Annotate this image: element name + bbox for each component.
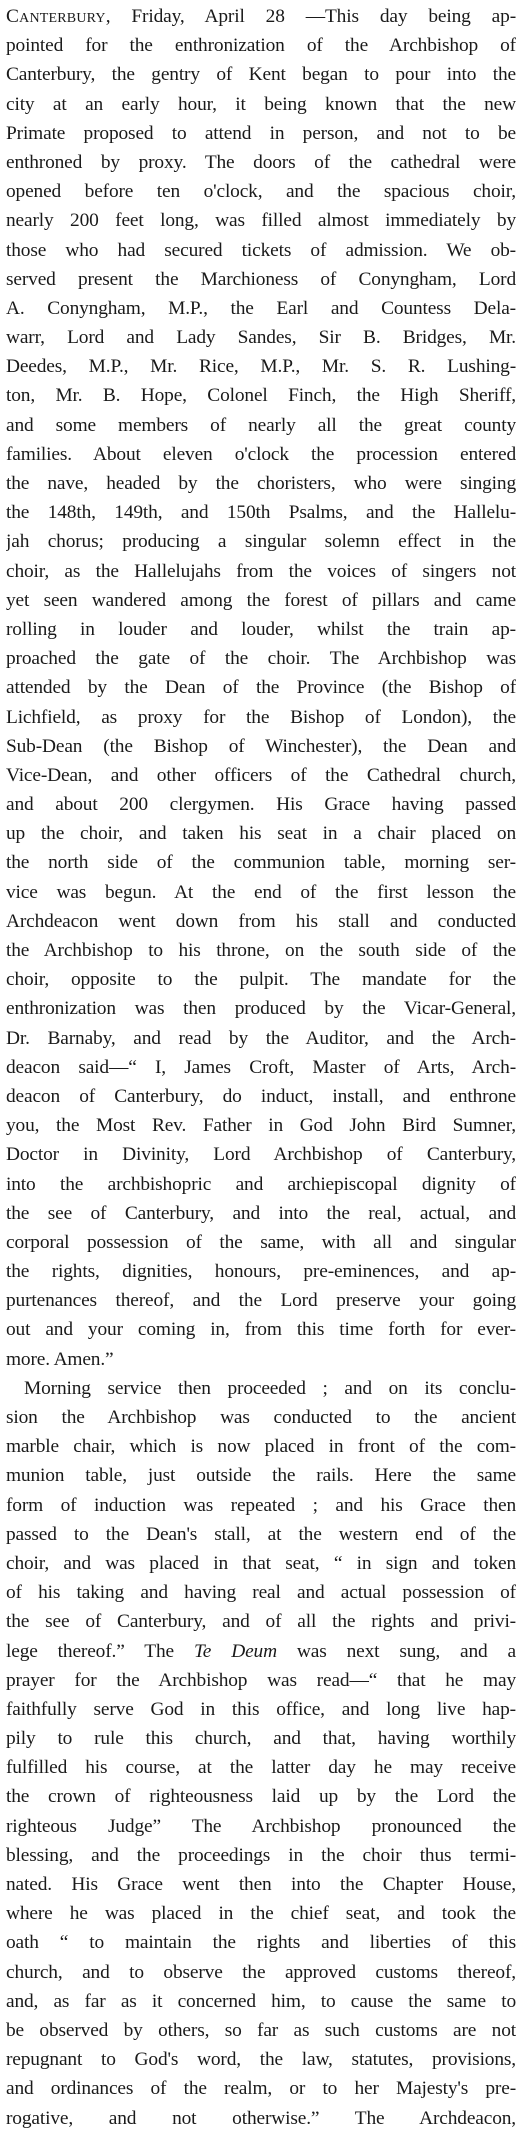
text-line: enthroned by proxy. The doors of the cathedral were bbox=[6, 151, 516, 173]
italic-title: Te Deum bbox=[193, 1640, 277, 1662]
text-line: the north side of the communion table, morning ser- bbox=[6, 852, 516, 874]
text-line: Deedes, M.P., Mr. Rice, M.P., Mr. S. R. Lushing- bbox=[6, 356, 516, 378]
text-line: jah chorus; producing a singular solemn effect in the bbox=[6, 531, 516, 553]
text-line: attended by the Dean of the Province (the Bishop of bbox=[6, 677, 516, 699]
text-line: the see of Canterbury, and into the real, actual, and bbox=[6, 1202, 516, 1224]
text-line: the crown of righteousness laid up by the Lord the bbox=[6, 1786, 516, 1808]
text-line: out and your coming in, from this time forth for ever- bbox=[6, 1319, 516, 1341]
text-line: rolling in louder and louder, whilst the train ap- bbox=[6, 618, 516, 640]
text-line: vice was begun. At the end of the first lesson the bbox=[6, 881, 516, 903]
text-line: blessing, and the proceedings in the choir thus termi- bbox=[6, 1844, 516, 1866]
text-line: into the archbishopric and archiepiscopal dignity of bbox=[6, 1173, 516, 1195]
text-line: Morning service then proceeded ; and on its conclu- bbox=[24, 1377, 516, 1399]
text-line: choir, as the Hallelujahs from the voices of singers not bbox=[6, 560, 516, 582]
text-line: ton, Mr. B. Hope, Colonel Finch, the High Sheriff, bbox=[6, 385, 516, 407]
text-line: fulfilled his course, at the latter day he may receive bbox=[6, 1757, 516, 1779]
text-line: up the choir, and taken his seat in a chair placed on bbox=[6, 823, 516, 845]
text-line: church, and to observe the approved customs thereof, bbox=[6, 1961, 516, 1983]
text-line: repugnant to God's word, the law, statutes, provisions, bbox=[6, 2049, 516, 2071]
text-line: the see of Canterbury, and of all the rights and privi- bbox=[6, 1611, 516, 1633]
text-line: families. About eleven o'clock the procession entered bbox=[6, 443, 516, 465]
text-line: deacon said—“ I, James Croft, Master of Arts, Arch- bbox=[6, 1056, 516, 1078]
text-line: served present the Marchioness of Conyngham, Lord bbox=[6, 268, 516, 290]
text-line: where he was placed in the chief seat, and took the bbox=[6, 1903, 516, 1925]
text-line: munion table, just outside the rails. Here the same bbox=[6, 1465, 516, 1487]
text-line: the 148th, 149th, and 150th Psalms, and the Hallelu- bbox=[6, 502, 516, 524]
text-line: purtenances thereof, and the Lord preserve your going bbox=[6, 1290, 516, 1312]
text-line: opened before ten o'clock, and the spacious choir, bbox=[6, 181, 516, 203]
text-line: faithfully serve God in this office, and long live hap- bbox=[6, 1698, 516, 1720]
text-line: those who had secured tickets of admission. We ob- bbox=[6, 239, 516, 261]
text-line: lege thereof.” The Te Deum was next sung, and a bbox=[6, 1640, 516, 1662]
text-line: pily to rule this church, and that, having worthily bbox=[6, 1728, 516, 1750]
text-line: deacon of Canterbury, do induct, install, and enthrone bbox=[6, 1085, 516, 1107]
text-line: choir, opposite to the pulpit. The mandate for the bbox=[6, 969, 516, 991]
text-line: rogative, and not otherwise.” The Archdeacon, bbox=[6, 2107, 516, 2129]
dateline-place: Canterbury bbox=[6, 6, 106, 27]
text-line: and some members of nearly all the great county bbox=[6, 414, 516, 436]
text-line: yet seen wandered among the forest of pillars and came bbox=[6, 589, 516, 611]
text-line: nearly 200 feet long, was filled almost immediately by bbox=[6, 210, 516, 232]
text-line: of his taking and having real and actual possession of bbox=[6, 1582, 516, 1604]
text-line: sion the Archbishop was conducted to the ancient bbox=[6, 1407, 516, 1428]
text-line: Dr. Barnaby, and read by the Auditor, and the Arch- bbox=[6, 1027, 516, 1049]
text-line: oath “ to maintain the rights and liberties of this bbox=[6, 1932, 516, 1954]
text-line: more. Amen.” bbox=[6, 1348, 114, 1370]
text-line: and about 200 clergymen. His Grace having passed bbox=[6, 794, 516, 816]
text-line: the rights, dignities, honours, pre-eminences, and ap- bbox=[6, 1261, 516, 1283]
text-line: enthronization was then produced by the Vicar-General, bbox=[6, 998, 516, 1020]
text-line: and, as far as it concerned him, to cause the same to bbox=[6, 1990, 516, 2012]
text-line: nated. His Grace went then into the Chapter House, bbox=[6, 1874, 516, 1895]
text-line: the Archbishop to his throne, on the south side of the bbox=[6, 940, 516, 961]
text-line: pointed for the enthronization of the Archbishop of bbox=[6, 35, 516, 57]
text-line: Lichfield, as proxy for the Bishop of London), the bbox=[6, 706, 516, 728]
text-line: form of induction was repeated ; and his Grace then bbox=[6, 1494, 516, 1516]
text-line: choir, and was placed in that seat, “ in sign and token bbox=[6, 1552, 516, 1574]
text-line: passed to the Dean's stall, at the western end of the bbox=[6, 1523, 516, 1545]
text-line: and ordinances of the realm, or to her Majesty's pre- bbox=[6, 2078, 516, 2100]
text-line: city at an early hour, it being known that the new bbox=[6, 93, 516, 115]
newspaper-column bbox=[6, 2, 516, 2133]
article-paragraph-1 bbox=[6, 2, 516, 1374]
text-line: prayer for the Archbishop was read—“ that he may bbox=[6, 1669, 516, 1691]
text-line: Archdeacon went down from his stall and conducted bbox=[6, 910, 516, 932]
text-line: Canterbury, Friday, April 28 —This day being ap- bbox=[6, 6, 516, 27]
text-line: Doctor in Divinity, Lord Archbishop of Canterbury, bbox=[6, 1144, 516, 1166]
text-line: marble chair, which is now placed in front of the com- bbox=[6, 1436, 516, 1458]
text-line: you, the Most Rev. Father in God John Bird Sumner, bbox=[6, 1115, 516, 1137]
text-line: Sub-Dean (the Bishop of Winchester), the Dean and bbox=[6, 735, 516, 757]
text-line: be observed by others, so far as such customs are not bbox=[6, 2019, 516, 2041]
text-line: righteous Judge” The Archbishop pronounced the bbox=[6, 1815, 516, 1837]
text-line: Canterbury, the gentry of Kent began to pour into the bbox=[6, 64, 516, 86]
text-line: Primate proposed to attend in person, and not to be bbox=[6, 122, 516, 144]
text-line: proached the gate of the choir. The Archbishop was bbox=[6, 648, 516, 670]
text-line: warr, Lord and Lady Sandes, Sir B. Bridges, Mr. bbox=[6, 327, 516, 349]
article-paragraph-2 bbox=[6, 1374, 516, 2133]
text-line: the nave, headed by the choristers, who were singing bbox=[6, 473, 516, 494]
text-line: A. Conyngham, M.P., the Earl and Countess Dela- bbox=[6, 297, 516, 319]
text-line: corporal possession of the same, with all and singular bbox=[6, 1231, 516, 1253]
text-line: Vice-Dean, and other officers of the Cathedral church, bbox=[6, 764, 516, 786]
